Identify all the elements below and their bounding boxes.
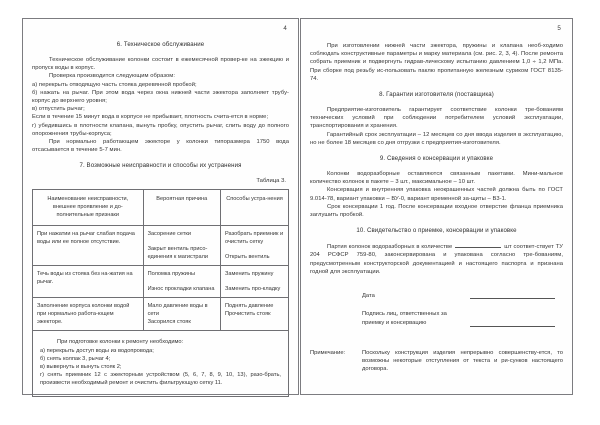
remedy-item: Заменить пружину xyxy=(225,271,274,278)
cause-item: Закрыт вентиль присо-единения к магистрали xyxy=(147,246,209,261)
table-row xyxy=(33,226,289,266)
section-10-heading: 10. Свидетельство о приемке, консервации и упаковке xyxy=(356,227,517,235)
paragraph: Гарантийный срок эксплуатации – 12 месяцев со дня ввода изделия в эксплуатацию, но не более 18 месяцев со дня отгрузки с предприятия-изготовителя. xyxy=(310,131,563,146)
cause-item: Засорение сетки xyxy=(147,231,191,238)
cell-remedy xyxy=(221,226,289,266)
section-9-body xyxy=(310,170,563,219)
remedy-item: Заменить про-кладку xyxy=(225,286,281,293)
paragraph: в) отпустить рычаг; xyxy=(32,106,85,113)
paragraph: Колонки водоразборные оставляются связанным пакетами. Мини-мальное количество колонок в пакете – 3 шт., максимальное – 10 шт. xyxy=(310,171,563,186)
cause-item: Засорился стояк xyxy=(147,319,191,326)
cell-fault: Течь воды из стояка без на-жатия на рычаг. xyxy=(33,266,144,298)
cell-cause xyxy=(143,266,220,298)
column-header-remedy: Способы устра-нения xyxy=(221,190,289,226)
paragraph: б) нажать на рычаг. При этом вода через окна нижней части эжектора заполняет трубу-корпус до верхнего уровня; xyxy=(32,89,289,105)
date-label: Дата xyxy=(362,293,375,300)
table-row xyxy=(33,298,289,331)
repair-note-item: а) перекрыть доступ воды из водопровода; xyxy=(40,347,154,354)
signature-area xyxy=(310,292,563,329)
section-8-heading: 8. Гарантии изготовителя (поставщика) xyxy=(379,91,494,99)
section-8-body xyxy=(310,106,563,147)
signature-label: Подпись лиц, ответственных за приемку и консервацию xyxy=(362,310,447,327)
page-right xyxy=(300,18,573,395)
cell-remedy xyxy=(221,298,289,331)
paragraph: Техническое обслуживание колонки состоит в ежемесячной провер-ке на эжекцию и пропуск воды в корпус. xyxy=(32,57,289,72)
column-header-cause: Вероятная причина xyxy=(143,190,220,226)
cell-cause xyxy=(143,226,220,266)
table-row xyxy=(33,266,289,298)
repair-preparation-note xyxy=(32,331,289,396)
table-caption: Таблица 3. xyxy=(256,178,286,185)
cause-item: Износ прокладки клапана xyxy=(147,286,215,293)
signature-row xyxy=(362,310,563,329)
acceptance-text-part1: Партия колонок водоразборных в количестве xyxy=(327,244,453,251)
final-note-text: Поскольку конструкция изделия непрерывно совершенству-ется, то возможны некоторые отступления от текста и ри-сунков настоящего договора. xyxy=(362,349,563,372)
section-9-heading: 9. Сведения о консервации и упаковке xyxy=(379,155,494,163)
repair-note-item: г) снять приемник 12 с эжекторным устройством (5, 6, 7, 8, 9, 10, 13), разо-брать, произвести необходимый ремонт и очистить фильтрующую сетку 11. xyxy=(40,372,281,387)
cell-fault: При нажатии на рычаг слабая подача воды или ее полное отсутствие. xyxy=(33,226,144,266)
repair-note-lead: При подготовке колонки к ремонту необходимо: xyxy=(57,339,184,346)
cell-cause xyxy=(143,298,220,331)
acceptance-statement xyxy=(310,242,563,276)
repair-note-item: б) снять колпак 3, рычаг 4; xyxy=(40,355,111,362)
repair-note-item: в) вывернуть и вынуть стояк 2; xyxy=(40,364,122,371)
paragraph: Проверка производится следующим образом: xyxy=(49,73,175,80)
paragraph: а) перекрыть отводящую часть стояка деревянной пробкой; xyxy=(32,81,197,88)
page-number-right: 5 xyxy=(557,25,561,32)
cell-fault: Заполнение корпуса колонки водой при нормально работа-ющем эжекторе. xyxy=(33,298,144,331)
cell-remedy xyxy=(221,266,289,298)
date-blank-line[interactable] xyxy=(470,297,555,299)
page-left xyxy=(22,18,299,395)
quantity-blank-field[interactable] xyxy=(455,242,501,248)
cause-item: Поломка пружины xyxy=(147,271,196,278)
remedy-item: Открыть вентиль xyxy=(225,254,270,261)
final-note-label: Примечание: xyxy=(310,349,346,356)
intro-paragraph: При изготовлении нижней части эжектора, пружины и клапана необ-ходимо соблюдать конструктивные параметры и марку материала (см. рис. 2, 3, 4). После ремонта собрать приемник и подвергнуть гидрав-лическому испытанию давлением 1,0 ÷ 1,2 МПа. При сборке под резьбу ис-пользовать паклю пропитанную железным суриком ГОСТ 8135-74. xyxy=(310,43,563,82)
date-row xyxy=(362,292,563,301)
signature-blank-line[interactable] xyxy=(470,325,555,327)
paragraph: Срок консервации 1 год. После консервации входное отверстие фланца приемника заглушить пробкой. xyxy=(310,203,563,219)
page-number-left: 4 xyxy=(283,25,287,32)
paragraph: Консервация и внутренняя упаковка неокрашенных частей должна быть по ГОСТ 9.014-78, вариант упаковки – ВУ-0, вариант временной за-щиты – В3-1. xyxy=(310,187,563,202)
remedy-item: Разобрать приемник и очистить сетку xyxy=(225,231,284,246)
final-note xyxy=(310,349,563,374)
remedy-item: Прочистить стояк xyxy=(225,311,271,318)
section-7-heading: 7. Возможные неисправности и способы их устранения xyxy=(79,162,242,170)
faults-table xyxy=(32,189,289,331)
section-6-heading: 6. Техническое обслуживание xyxy=(116,41,205,48)
paragraph: При нормально работающем эжекторе у колонки типоразмера 1750 вода отсасывается в течение 5-7 мин. xyxy=(32,139,289,154)
column-header-fault: Наименование неисправности, внешнее проявление и до-полнительные признаки xyxy=(33,190,144,226)
section-6-body xyxy=(32,56,289,154)
table-header-row xyxy=(33,190,289,226)
paragraph: Если в течение 15 минут вода в корпусе не прибывает, плотность счита-ется в норме; xyxy=(32,114,269,121)
paragraph: г) убедившись в плотности клапана, вынуть пробку, опустить рычаг, слить воду до полного опорожнения трубы-корпуса; xyxy=(32,122,289,137)
cause-item: Мало давление воды в сети xyxy=(147,303,208,318)
acceptance-text-part2: шт соответ-ствует ТУ 204 РСФСР 759-80, законсервирована и упакована согласно тре-бованиям, предусмотренным конструкторской документацией и настоящего паспорта и признана годной для эксплуатации. xyxy=(310,244,563,275)
remedy-item: Поднять давление xyxy=(225,303,274,310)
paragraph: Предприятие-изготовитель гарантирует соответствие колонки тре-бованиям технических условий при соблюдении потребителем условий эксплуатации, транспортирования и хранения. xyxy=(310,107,563,130)
